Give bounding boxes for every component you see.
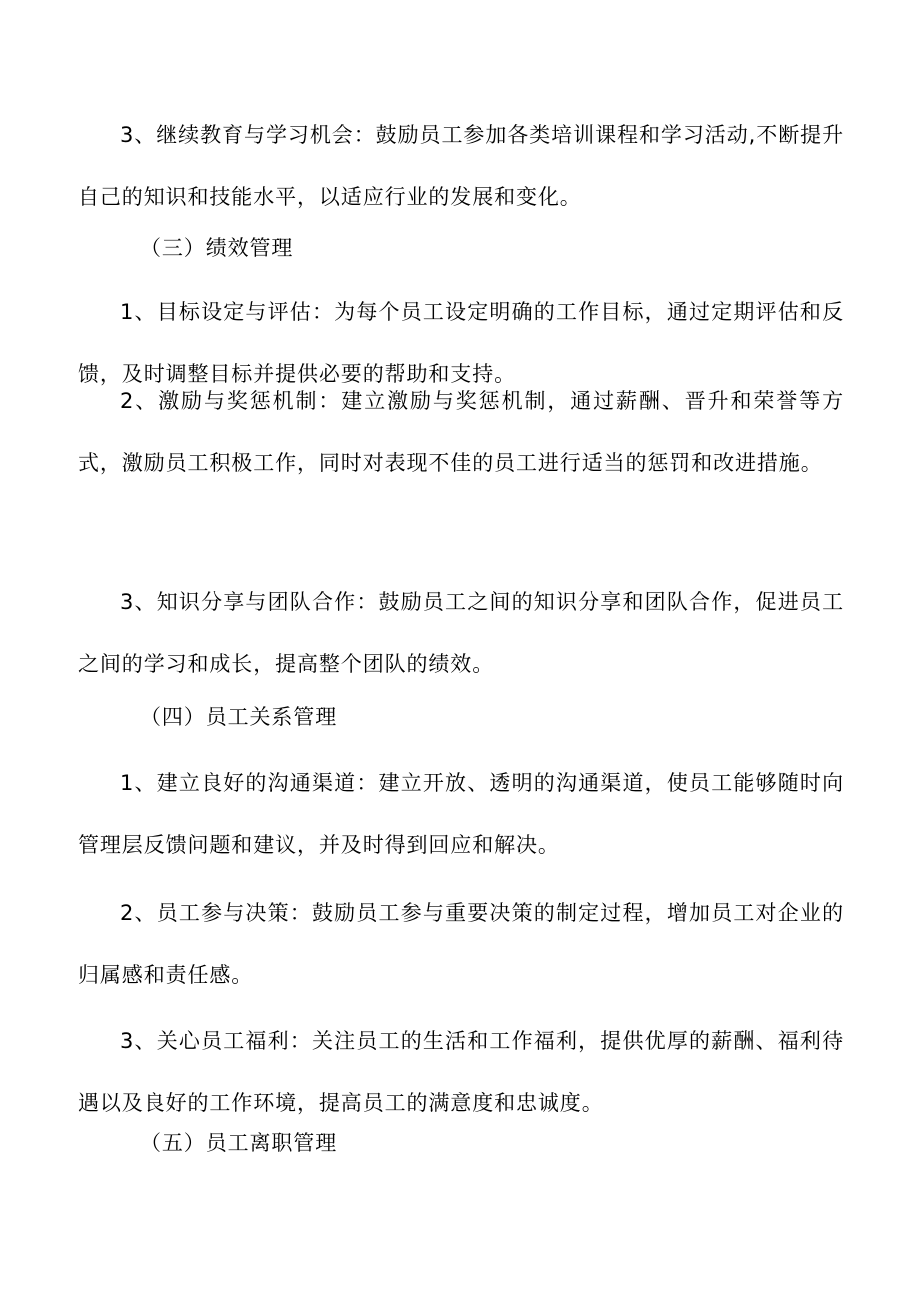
paragraph-communication: 1、建立良好的沟通渠道：建立开放、透明的沟通渠道，使员工能够随时向管理层反馈问题和建议，并及时得到回应和解决。 (78, 771, 844, 857)
section-heading-performance: （三）绩效管理 (140, 236, 294, 260)
paragraph-knowledge-sharing: 3、知识分享与团队合作：鼓励员工之间的知识分享和团队合作，促进员工之间的学习和成长，提高整个团队的绩效。 (78, 590, 844, 676)
paragraph-goal-setting: 1、目标设定与评估：为每个员工设定明确的工作目标，通过定期评估和反馈，及时调整目标并提供必要的帮助和支持。 (78, 300, 844, 386)
paragraph-continuing-education: 3、继续教育与学习机会：鼓励员工参加各类培训课程和学习活动,不断提升自己的知识和技能水平，以适应行业的发展和变化。 (78, 123, 844, 209)
section-heading-employee-relations: （四）员工关系管理 (140, 705, 338, 729)
section-heading-resignation: （五）员工离职管理 (140, 1131, 338, 1155)
paragraph-employee-welfare: 3、关心员工福利：关注员工的生活和工作福利，提供优厚的薪酬、福利待遇以及良好的工作环境，提高员工的满意度和忠诚度。 (78, 1029, 844, 1115)
paragraph-incentives: 2、激励与奖惩机制：建立激励与奖惩机制，通过薪酬、晋升和荣誉等方式，激励员工积极工作，同时对表现不佳的员工进行适当的惩罚和改进措施。 (78, 389, 844, 475)
paragraph-decision-participation: 2、员工参与决策：鼓励员工参与重要决策的制定过程，增加员工对企业的归属感和责任感。 (78, 901, 844, 987)
